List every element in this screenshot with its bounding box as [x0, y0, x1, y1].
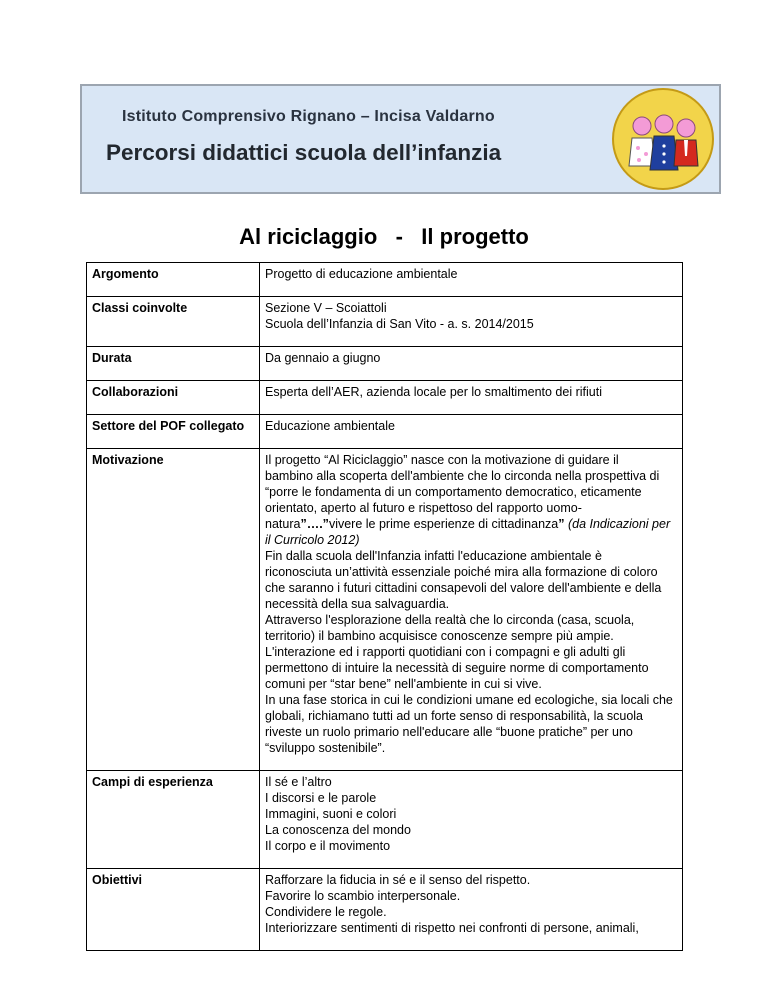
- value-line: Fin dalla scuola dell'Infanzia infatti l'educazione ambientale è: [265, 549, 602, 563]
- document-title: Al riciclaggio - Il progetto: [239, 224, 529, 249]
- value-line: necessità della sua salvaguardia.: [265, 597, 450, 611]
- quote-mark: ”: [558, 517, 568, 531]
- row-label: Durata: [87, 347, 260, 381]
- row-value: [260, 381, 683, 415]
- value-line: Il progetto “Al Riciclaggio” nasce con la motivazione di guidare il: [265, 453, 619, 467]
- value-line: riveste un ruolo primario nell'educare alle “buone pratiche” per uno: [265, 725, 633, 739]
- row-value: [260, 263, 683, 297]
- value-line: globali, richiamano tutti ad un forte senso di responsabilità, la scuola: [265, 709, 643, 723]
- row-label: Campi di esperienza: [87, 771, 260, 869]
- header-banner: [80, 84, 721, 194]
- value-line: riconosciuta un’attività essenziale poiché mira alla formazione di coloro: [265, 565, 658, 579]
- value-line: comuni per “star bene” nell'ambiente in cui si vive.: [265, 677, 542, 691]
- citation-text: (da Indicazioni per: [567, 517, 671, 531]
- row-label: Classi coinvolte: [87, 297, 260, 347]
- value-line: Scuola dell’Infanzia di San Vito - a. s. 2014/2015: [265, 317, 534, 331]
- row-value: [260, 869, 683, 951]
- citation-text: il Curricolo 2012): [265, 533, 360, 547]
- row-label: Obiettivi: [87, 869, 260, 951]
- value-line: Sezione V – Scoiattoli: [265, 301, 387, 315]
- value-line: Favorire lo scambio interpersonale.: [265, 889, 461, 903]
- table-row: [87, 381, 683, 415]
- value-line: che saranno i futuri cittadini consapevoli del valore dell'ambiente e della: [265, 581, 662, 595]
- row-label: Collaborazioni: [87, 381, 260, 415]
- school-name: Istituto Comprensivo Rignano – Incisa Valdarno: [122, 108, 495, 125]
- value-line: Immagini, suoni e colori: [265, 807, 397, 821]
- value-line: orientato, aperto al futuro e rispettoso del rapporto uomo-: [265, 501, 582, 515]
- row-label: Settore del POF collegato: [87, 415, 260, 449]
- table-row: [87, 297, 683, 347]
- row-value: [260, 297, 683, 347]
- quote-text: natura: [265, 517, 301, 531]
- table-row: [87, 263, 683, 297]
- value-line: Educazione ambientale: [265, 419, 395, 433]
- table-row: [87, 415, 683, 449]
- value-line: Il corpo e il movimento: [265, 839, 391, 853]
- value-line: L'interazione ed i rapporti quotidiani con i compagni e gli adulti gli: [265, 645, 626, 659]
- table-row: [87, 347, 683, 381]
- row-value: [260, 415, 683, 449]
- series-title: Percorsi didattici scuola dell’infanzia: [106, 140, 502, 165]
- value-line: “porre le fondamenta di un comportamento democratico, eticamente: [265, 485, 642, 499]
- school-logo: [612, 88, 714, 190]
- children-figures-icon: [614, 90, 712, 188]
- quote-text: vivere le prime esperienze di cittadinanza: [328, 517, 559, 531]
- value-line: Da gennaio a giugno: [265, 351, 381, 365]
- value-line: territorio) il bambino acquisisce conoscenze sempre più ampie.: [265, 629, 614, 643]
- value-line: I discorsi e le parole: [265, 791, 377, 805]
- value-line: “sviluppo sostenibile”.: [265, 741, 386, 755]
- value-line: Interiorizzare sentimenti di rispetto nei confronti di persone, animali,: [265, 921, 639, 935]
- value-line: In una fase storica in cui le condizioni umane ed ecologiche, sia locali che: [265, 693, 673, 707]
- quote-mark: ”….”: [300, 517, 329, 531]
- row-value: [260, 347, 683, 381]
- value-line: Il sé e l’altro: [265, 775, 332, 789]
- value-line: Progetto di educazione ambientale: [265, 267, 458, 281]
- row-label: Argomento: [87, 263, 260, 297]
- value-line-mixed: [265, 516, 677, 532]
- value-line: La conoscenza del mondo: [265, 823, 411, 837]
- value-line: Rafforzare la fiducia in sé e il senso del rispetto.: [265, 873, 531, 887]
- value-line: Attraverso l'esplorazione della realtà che lo circonda (casa, scuola,: [265, 613, 635, 627]
- row-label: Motivazione: [87, 449, 260, 771]
- table-row: [87, 869, 683, 951]
- row-value: [260, 449, 683, 771]
- value-line: bambino alla scoperta dell'ambiente che lo circonda nella prospettiva di: [265, 469, 660, 483]
- project-table: [86, 262, 683, 951]
- row-value: [260, 771, 683, 869]
- value-line: permettono di intuire la necessità di seguire norme di comportamento: [265, 661, 649, 675]
- value-line: Esperta dell’AER, azienda locale per lo smaltimento dei rifiuti: [265, 385, 602, 399]
- table-row: [87, 449, 683, 771]
- value-line: Condividere le regole.: [265, 905, 387, 919]
- table-row: [87, 771, 683, 869]
